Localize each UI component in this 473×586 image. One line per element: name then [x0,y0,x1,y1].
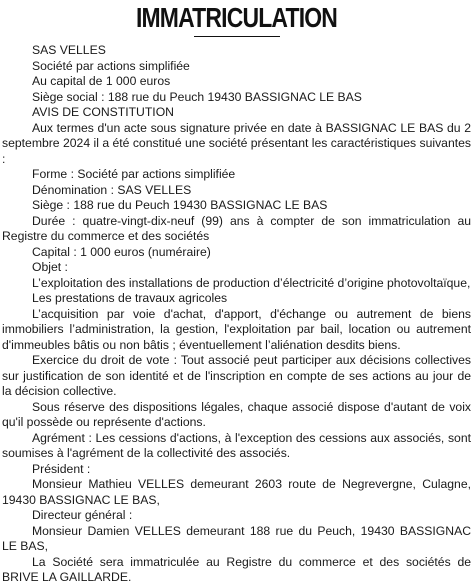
paragraph-director-heading: Directeur général : [32,508,133,522]
paragraph-notice-type: AVIS DE CONSTITUTION [32,105,174,119]
paragraph-object-photovoltaic: L’exploitation des installations de production d’électricité d’origine photovoltaïque, [32,275,471,290]
paragraph-denomination: Dénomination : SAS VELLES [32,182,192,197]
paragraph-registration: La Société sera immatriculée au Registre du commerce et des sociétés de BRIVE LA GAILLARDE. [2,554,471,584]
notice-body [2,43,471,586]
page-title: IMMATRICULATION [135,2,338,33]
title-underline [194,36,280,37]
paragraph-seat: Siège : 188 rue du Peuch 19430 BASSIGNAC LE BAS [32,198,328,212]
paragraph-object-agricultural: Les prestations de travaux agricoles [32,291,228,305]
paragraph-votes: Sous réserve des dispositions légales, chaque associé dispose d'autant de voix qu'il possède ou représente d'actions. [2,399,471,429]
paragraph-president-heading: Président : [32,461,91,476]
paragraph-capital: Au capital de 1 000 euros [32,74,171,88]
paragraph-form: Forme : Société par actions simplifiée [32,167,236,181]
paragraph-approval: Agrément : Les cessions d'actions, à l'exception des cessions aux associés, sont soumises à l'agrément de la collectivité des associés. [2,430,471,460]
paragraph-president: Monsieur Mathieu VELLES demeurant 2603 route de Negrevergne, Culagne, 19430 BASSIGNAC LE BAS, [2,477,471,507]
paragraph-registered-office: Siège social : 188 rue du Peuch 19430 BASSIGNAC LE BAS [32,89,362,104]
paragraph-object-real-estate: L’acquisition par voie d'achat, d'apport, d'échange ou autrement de biens immobiliers l’administration, la gestion, l'exploitation par bail, location ou autrement d'immeubles bâtis ou non bâtis ; éventuellement l’aliénation desdits biens. [2,306,471,352]
paragraph-company-name: SAS VELLES [32,43,106,57]
paragraph-deed: Aux termes d'un acte sous signature privée en date à BASSIGNAC LE BAS du 2 septembre 2024 il a été constitué une société présentant les caractéristiques suivantes : [2,120,471,166]
paragraph-voting-rights: Exercice du droit de vote : Tout associé peut participer aux décisions collectives sur justification de son identité et de l'inscription en compte de ses actions au jour de la décision collective. [2,353,471,398]
paragraph-object-heading: Objet : [32,260,68,274]
paragraph-duration: Durée : quatre-vingt-dix-neuf (99) ans à compter de son immatriculation au Registre du commerce et des sociétés [2,213,471,243]
paragraph-director: Monsieur Damien VELLES demeurant 188 rue du Peuch, 19430 BASSIGNAC LE BAS, [2,523,471,553]
paragraph-capital-detail: Capital : 1 000 euros (numéraire) [32,244,211,259]
paragraph-company-form: Société par actions simplifiée [32,58,190,73]
